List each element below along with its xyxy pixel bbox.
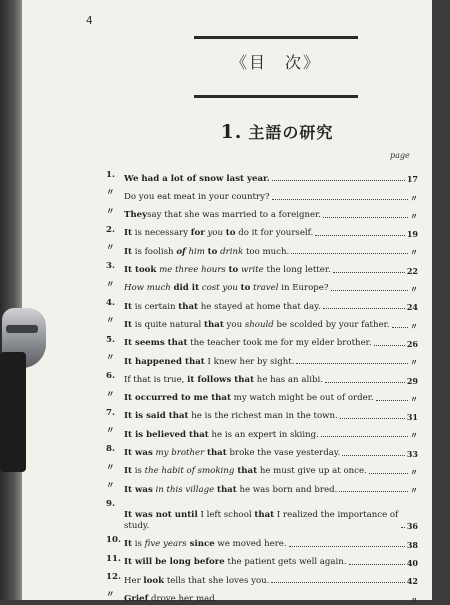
entry-text-run: that — [254, 509, 275, 520]
entry-text-run: he is an expert in skiing. — [208, 429, 319, 440]
entry-text — [124, 430, 319, 441]
dot-leader — [349, 564, 405, 565]
entry-text-run: It — [124, 538, 132, 549]
entry-page-number: 33 — [406, 448, 418, 459]
entry-number: 〃 — [106, 188, 115, 199]
entry-text — [124, 338, 372, 349]
title-rule-bottom — [194, 95, 358, 98]
entry-text-run: in Europe? — [278, 283, 329, 294]
entry-number: 〃 — [106, 481, 115, 492]
entry-text-run: It happened that — [124, 356, 205, 367]
entry-number: 〃 — [106, 243, 115, 254]
table-of-contents — [106, 166, 418, 605]
entry-text-run: me three hours — [156, 265, 229, 276]
entry-number: 7. — [106, 407, 115, 418]
dot-leader — [339, 491, 408, 492]
entry-body — [124, 320, 418, 331]
entry-page-number: 〃 — [410, 485, 418, 496]
entry-body — [124, 539, 418, 550]
entry-text — [124, 265, 331, 276]
dot-leader — [401, 527, 405, 528]
entry-text-run: it follows that — [187, 374, 255, 385]
entry-text-run: It — [124, 246, 132, 257]
entry-text-run: tells that she loves you. — [164, 575, 270, 586]
entry-text-run: too much. — [243, 246, 290, 257]
entry-page-number: 17 — [406, 174, 418, 185]
entry-text-run: It took — [124, 265, 157, 276]
entry-text-run: It — [124, 301, 132, 312]
dot-leader — [342, 455, 405, 456]
entry-number: 8. — [106, 444, 115, 455]
entry-text — [124, 247, 289, 258]
entry-text — [124, 302, 321, 313]
entry-text — [124, 576, 269, 587]
entry-text-run: he is the richest man in the town. — [188, 411, 338, 422]
entry-text-run: drink — [217, 246, 244, 257]
toc-entry — [106, 531, 418, 549]
entry-text-run: to — [228, 265, 239, 276]
title-rule-top — [194, 36, 358, 39]
entry-text — [124, 320, 390, 331]
entry-text-run: my watch might be out of order. — [230, 393, 374, 404]
entry-body — [124, 576, 418, 587]
entry-body — [124, 430, 418, 441]
entry-page-number: 40 — [406, 557, 418, 568]
entry-body — [124, 174, 418, 185]
entry-text-run: It was — [124, 448, 153, 459]
entry-page-number: 29 — [406, 375, 418, 386]
contents-title: 《目 次》 — [230, 53, 321, 72]
entry-number: 4. — [106, 298, 115, 309]
dot-leader — [333, 272, 405, 273]
entry-page-number: 〃 — [410, 357, 418, 368]
entry-text-run: I left school — [197, 509, 255, 520]
entry-text-run: did it — [173, 283, 200, 294]
entry-number: 〃 — [106, 279, 115, 290]
toc-entry — [106, 331, 418, 349]
entry-text-run: since — [186, 538, 215, 549]
dot-leader — [289, 546, 405, 547]
entry-page-number: 31 — [406, 412, 418, 423]
toc-entry — [106, 239, 418, 257]
entry-number: 〃 — [106, 316, 115, 327]
entry-page-number: 22 — [406, 265, 418, 276]
entry-page-number: 24 — [406, 302, 418, 313]
entry-text-run: my brother — [152, 448, 207, 459]
entry-text-run: is quite natural — [132, 319, 205, 330]
entry-page-number: 19 — [406, 229, 418, 240]
entry-number: 10. — [106, 535, 121, 546]
entry-text — [124, 393, 374, 404]
toc-entry — [106, 166, 418, 184]
toc-entry — [106, 349, 418, 367]
entry-text-run: Do you eat meat in your country? — [124, 191, 270, 202]
entry-text-run: It seems that — [124, 338, 188, 349]
dot-leader — [315, 235, 405, 236]
section-number: 1. — [220, 121, 243, 143]
toc-entry — [106, 184, 418, 202]
entry-text — [124, 228, 313, 239]
entry-text-run: that — [206, 448, 227, 459]
dot-leader — [340, 418, 405, 419]
entry-text-run: for — [190, 228, 205, 239]
entry-text — [124, 375, 323, 386]
toc-entry — [106, 221, 418, 239]
entry-body — [124, 210, 418, 221]
entry-text-run: he stayed at home that day. — [198, 301, 321, 312]
entry-text-run: he has an alibi. — [254, 374, 323, 385]
entry-text-run: write — [238, 265, 264, 276]
entry-text-run: If that is true, — [124, 374, 188, 385]
entry-text-run: I knew her by sight. — [204, 356, 295, 367]
book-page — [22, 0, 432, 605]
entry-number: 5. — [106, 334, 115, 345]
entry-body — [124, 466, 418, 477]
entry-page-number: 42 — [406, 576, 418, 587]
entry-text — [124, 174, 270, 185]
clip-strap — [0, 352, 26, 472]
entry-text-run: in this village — [152, 484, 217, 495]
entry-body — [124, 228, 418, 239]
dot-leader — [296, 363, 408, 364]
entry-body — [124, 594, 418, 605]
entry-text-run: look — [143, 575, 165, 586]
entry-text-run: It — [124, 319, 132, 330]
entry-page-number: 〃 — [410, 192, 418, 203]
entry-body — [124, 557, 418, 568]
entry-text-run: is — [132, 466, 145, 477]
entry-text-run: It was — [124, 484, 153, 495]
toc-entry — [106, 495, 418, 531]
dot-leader — [219, 601, 408, 602]
entry-body — [124, 510, 418, 531]
entry-body — [124, 338, 418, 349]
entry-text-run: How much — [124, 283, 174, 294]
dot-leader — [374, 345, 405, 346]
toc-entry — [106, 550, 418, 568]
entry-body — [124, 485, 418, 496]
toc-entry — [106, 386, 418, 404]
entry-text-run: is certain — [132, 301, 179, 312]
entry-body — [124, 247, 418, 258]
entry-text-run: It is believed that — [124, 429, 209, 440]
dot-leader — [369, 473, 408, 474]
entry-body — [124, 302, 418, 313]
entry-text-run: It was not until — [124, 509, 198, 520]
entry-text-run: They — [124, 210, 148, 221]
entry-text-run: to — [240, 283, 251, 294]
toc-entry — [106, 367, 418, 385]
dot-leader — [321, 436, 408, 437]
toc-entry — [106, 586, 418, 604]
dot-leader — [376, 400, 408, 401]
entry-text — [124, 594, 217, 605]
toc-entry — [106, 257, 418, 275]
entry-page-number: 〃 — [410, 320, 418, 331]
dot-leader — [323, 308, 405, 309]
dot-leader — [271, 582, 404, 583]
toc-entry — [106, 312, 418, 330]
entry-number: 3. — [106, 261, 115, 272]
entry-text — [124, 283, 329, 294]
entry-page-number: 〃 — [410, 284, 418, 295]
dot-leader — [272, 199, 408, 200]
entry-text-run: the long letter. — [263, 265, 331, 276]
entry-text-run: the teacher took me for my elder brother. — [187, 338, 372, 349]
entry-text — [124, 411, 338, 422]
entry-text-run: is necessary — [132, 228, 191, 239]
entry-text-run: you — [204, 228, 226, 239]
toc-entry — [106, 203, 418, 221]
entry-text-run: travel — [250, 283, 279, 294]
entry-text-run: of — [176, 246, 186, 257]
entry-page-number: 38 — [406, 539, 418, 550]
entry-page-number: 〃 — [410, 467, 418, 478]
entry-body — [124, 357, 418, 368]
entry-text-run: is — [132, 538, 145, 549]
entry-page-number: 36 — [406, 521, 418, 532]
entry-text-run: he was born and bred. — [236, 484, 338, 495]
entry-text — [124, 210, 321, 221]
entry-text-run: It is said that — [124, 411, 189, 422]
entry-text — [124, 485, 337, 496]
page-column-label: page — [390, 151, 410, 160]
entry-text-run: Grief — [124, 593, 149, 604]
entry-text-run: do it for yourself. — [235, 228, 314, 239]
entry-text-run: It — [124, 228, 132, 239]
entry-text-run: We had a lot of snow last year. — [124, 173, 270, 184]
toc-entry — [106, 440, 418, 458]
entry-text-run: cost you — [199, 283, 241, 294]
entry-text-run: that — [204, 319, 224, 330]
entry-text-run: you — [223, 319, 245, 330]
entry-text — [124, 466, 367, 477]
toc-entry — [106, 568, 418, 586]
entry-text-run: is foolish — [132, 246, 177, 257]
entry-body — [124, 192, 418, 203]
binding-shadow — [0, 0, 24, 600]
entry-text-run: him — [185, 246, 208, 257]
entry-text-run: It — [124, 466, 132, 477]
toc-entry — [106, 459, 418, 477]
dot-leader — [325, 382, 405, 383]
entry-number: 〃 — [106, 462, 115, 473]
entry-text-run: he must give up at once. — [257, 466, 367, 477]
entry-body — [124, 411, 418, 422]
entry-text-run: broke the vase yesterday. — [226, 448, 341, 459]
entry-text-run: should — [244, 319, 274, 330]
dot-leader — [392, 327, 408, 328]
entry-page-number: 〃 — [410, 393, 418, 404]
entry-text-run: that — [178, 301, 198, 312]
entry-page-number: 〃 — [410, 247, 418, 258]
entry-text — [124, 192, 270, 203]
dot-leader — [291, 253, 408, 254]
entry-page-number: 〃 — [410, 594, 418, 605]
entry-body — [124, 448, 418, 459]
entry-body — [124, 375, 418, 386]
entry-number: 〃 — [106, 352, 115, 363]
entry-number: 6. — [106, 371, 115, 382]
page-clip-band — [6, 325, 38, 333]
toc-entry — [106, 294, 418, 312]
entry-number: 〃 — [106, 206, 115, 217]
entry-number: 〃 — [106, 389, 115, 400]
dot-leader — [272, 180, 405, 181]
entry-page-number: 〃 — [410, 430, 418, 441]
section-heading — [172, 120, 382, 143]
entry-text — [124, 510, 399, 531]
entry-text-run: to — [225, 228, 236, 239]
entry-text-run: be scolded by your father. — [273, 319, 390, 330]
entry-number: 〃 — [106, 426, 115, 437]
dot-leader — [323, 217, 408, 218]
entry-body — [124, 283, 418, 294]
entry-text-run: say that she was married to a foreigner. — [147, 210, 321, 221]
entry-body — [124, 393, 418, 404]
entry-text — [124, 448, 340, 459]
entry-text-run: drove her mad. — [148, 593, 218, 604]
entry-text-run: that — [216, 484, 237, 495]
entry-number: 12. — [106, 571, 121, 582]
entry-text-run: I realized the importance of study. — [124, 509, 399, 531]
entry-text-run: It occurred to me that — [124, 393, 231, 404]
toc-entry — [106, 276, 418, 294]
toc-entry — [106, 422, 418, 440]
entry-number: 2. — [106, 224, 115, 235]
entry-number: 〃 — [106, 590, 115, 601]
entry-text — [124, 357, 294, 368]
entry-number: 1. — [106, 170, 115, 180]
toc-entry — [106, 477, 418, 495]
entry-text-run: to — [207, 246, 218, 257]
entry-text-run: five years — [144, 538, 187, 549]
entry-body — [124, 265, 418, 276]
entry-page-number: 〃 — [410, 210, 418, 221]
entry-number: 9. — [106, 499, 115, 510]
entry-text-run: Her — [124, 575, 144, 586]
entry-text — [124, 539, 287, 550]
entry-text-run: we moved here. — [214, 538, 287, 549]
toc-entry — [106, 404, 418, 422]
entry-text-run: the patient gets well again. — [224, 557, 347, 568]
section-title: 主語の研究 — [248, 123, 334, 142]
entry-number: 11. — [106, 553, 121, 564]
entry-page-number: 26 — [406, 338, 418, 349]
dot-leader — [331, 290, 409, 291]
entry-text-run: that — [234, 466, 258, 477]
page-number: 4 — [86, 14, 93, 27]
entry-text-run: the habit of smoking — [144, 466, 235, 477]
entry-text-run: It will be long before — [124, 557, 225, 568]
entry-text — [124, 557, 347, 568]
